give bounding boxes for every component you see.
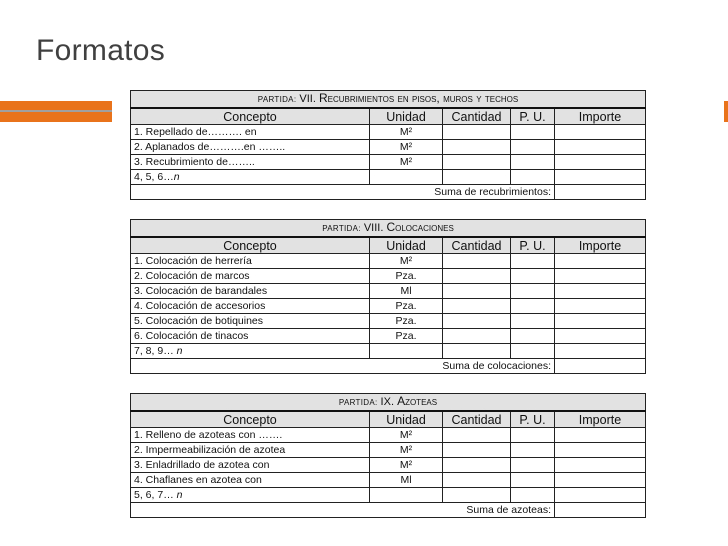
table-row [131,314,646,329]
concepto-cell: 5. Colocación de botiquines [131,314,370,329]
table-row [131,284,646,299]
table-row [131,428,646,443]
table-row [131,329,646,344]
pu-cell[interactable] [511,170,555,185]
header-cantidad: Cantidad [443,411,511,428]
importe-cell[interactable] [555,443,646,458]
table-row [131,488,646,503]
cantidad-cell[interactable] [443,458,511,473]
suma-value[interactable] [555,359,646,374]
importe-cell[interactable] [555,299,646,314]
concepto-cell: 1. Repellado de………. en [131,125,370,140]
unidad-cell: M² [370,443,443,458]
header-cantidad: Cantidad [443,108,511,125]
header-concepto: Concepto [131,237,370,254]
table-row [131,458,646,473]
suma-value[interactable] [555,503,646,518]
concepto-cell: 2. Aplanados de……….en …….. [131,140,370,155]
cantidad-cell[interactable] [443,125,511,140]
importe-cell[interactable] [555,329,646,344]
table-row [131,125,646,140]
pu-cell[interactable] [511,314,555,329]
suma-row [131,185,646,200]
header-importe: Importe [555,237,646,254]
pu-cell[interactable] [511,344,555,359]
partida-title: PARTIDA: VIII. Colocaciones [131,220,646,238]
concepto-cell: 1. Colocación de herrería [131,254,370,269]
column-header-row [131,411,646,428]
partida-title: PARTIDA: VII. Recubrimientos en pisos, muros y techos [131,91,646,109]
importe-cell[interactable] [555,155,646,170]
pu-cell[interactable] [511,269,555,284]
importe-cell[interactable] [555,284,646,299]
accent-bar-right [724,101,728,122]
unidad-cell: M² [370,155,443,170]
partida-title-row [131,91,646,109]
cantidad-cell[interactable] [443,488,511,503]
pu-cell[interactable] [511,299,555,314]
concepto-cell: 1. Relleno de azoteas con ……. [131,428,370,443]
importe-cell[interactable] [555,428,646,443]
table-row [131,269,646,284]
cantidad-cell[interactable] [443,284,511,299]
unidad-cell: M² [370,428,443,443]
pu-cell[interactable] [511,155,555,170]
suma-label: Suma de colocaciones: [131,359,555,374]
header-pu: P. U. [511,411,555,428]
header-pu: P. U. [511,108,555,125]
table-row [131,170,646,185]
header-pu: P. U. [511,237,555,254]
cantidad-cell[interactable] [443,344,511,359]
divider-line [0,110,112,112]
importe-cell[interactable] [555,314,646,329]
concepto-cell: 2. Impermeabilización de azotea [131,443,370,458]
pu-cell[interactable] [511,458,555,473]
unidad-cell: Ml [370,473,443,488]
pu-cell[interactable] [511,473,555,488]
importe-cell[interactable] [555,269,646,284]
column-header-row [131,237,646,254]
header-unidad: Unidad [370,411,443,428]
pu-cell[interactable] [511,284,555,299]
unidad-cell: Pza. [370,329,443,344]
unidad-cell: M² [370,125,443,140]
cantidad-cell[interactable] [443,428,511,443]
suma-label: Suma de recubrimientos: [131,185,555,200]
partida-title: PARTIDA: IX. Azoteas [131,394,646,412]
partida-title-row [131,220,646,238]
cantidad-cell[interactable] [443,473,511,488]
table-row [131,155,646,170]
pu-cell[interactable] [511,254,555,269]
cantidad-cell[interactable] [443,155,511,170]
concepto-cell: 5, 6, 7… n [131,488,370,503]
importe-cell[interactable] [555,488,646,503]
header-unidad: Unidad [370,237,443,254]
unidad-cell: Pza. [370,314,443,329]
unidad-cell: M² [370,140,443,155]
header-cantidad: Cantidad [443,237,511,254]
suma-label: Suma de azoteas: [131,503,555,518]
suma-row [131,503,646,518]
table-row [131,473,646,488]
concepto-cell: 3. Recubrimiento de…….. [131,155,370,170]
header-concepto: Concepto [131,108,370,125]
concepto-cell: 3. Colocación de barandales [131,284,370,299]
pu-cell[interactable] [511,140,555,155]
importe-cell[interactable] [555,344,646,359]
cantidad-cell[interactable] [443,299,511,314]
unidad-cell [370,344,443,359]
unidad-cell [370,488,443,503]
unidad-cell: Pza. [370,299,443,314]
cantidad-cell[interactable] [443,443,511,458]
unidad-cell [370,170,443,185]
pu-cell[interactable] [511,488,555,503]
slide-title: Formatos [36,34,166,67]
table-row [131,140,646,155]
suma-row [131,359,646,374]
table-row [131,443,646,458]
partida-table-ix [130,393,646,518]
table-row [131,299,646,314]
partida-table-viii [130,219,646,374]
cantidad-cell[interactable] [443,314,511,329]
table-row [131,344,646,359]
pu-cell[interactable] [511,125,555,140]
pu-cell[interactable] [511,329,555,344]
unidad-cell: M² [370,458,443,473]
importe-cell[interactable] [555,125,646,140]
header-importe: Importe [555,411,646,428]
pu-cell[interactable] [511,443,555,458]
column-header-row [131,108,646,125]
cantidad-cell[interactable] [443,254,511,269]
cantidad-cell[interactable] [443,170,511,185]
unidad-cell: M² [370,254,443,269]
concepto-cell: 7, 8, 9… n [131,344,370,359]
table-row [131,254,646,269]
partida-table-vii [130,90,646,200]
suma-value[interactable] [555,185,646,200]
cantidad-cell[interactable] [443,140,511,155]
partida-title-row [131,394,646,412]
cantidad-cell[interactable] [443,329,511,344]
importe-cell[interactable] [555,254,646,269]
concepto-cell: 6. Colocación de tinacos [131,329,370,344]
concepto-cell: 4. Chaflanes en azotea con [131,473,370,488]
importe-cell[interactable] [555,140,646,155]
header-importe: Importe [555,108,646,125]
concepto-cell: 3. Enladrillado de azotea con [131,458,370,473]
header-unidad: Unidad [370,108,443,125]
cantidad-cell[interactable] [443,269,511,284]
importe-cell[interactable] [555,473,646,488]
unidad-cell: Ml [370,284,443,299]
importe-cell[interactable] [555,170,646,185]
concepto-cell: 2. Colocación de marcos [131,269,370,284]
concepto-cell: 4, 5, 6…n [131,170,370,185]
concepto-cell: 4. Colocación de accesorios [131,299,370,314]
unidad-cell: Pza. [370,269,443,284]
pu-cell[interactable] [511,428,555,443]
importe-cell[interactable] [555,458,646,473]
header-concepto: Concepto [131,411,370,428]
